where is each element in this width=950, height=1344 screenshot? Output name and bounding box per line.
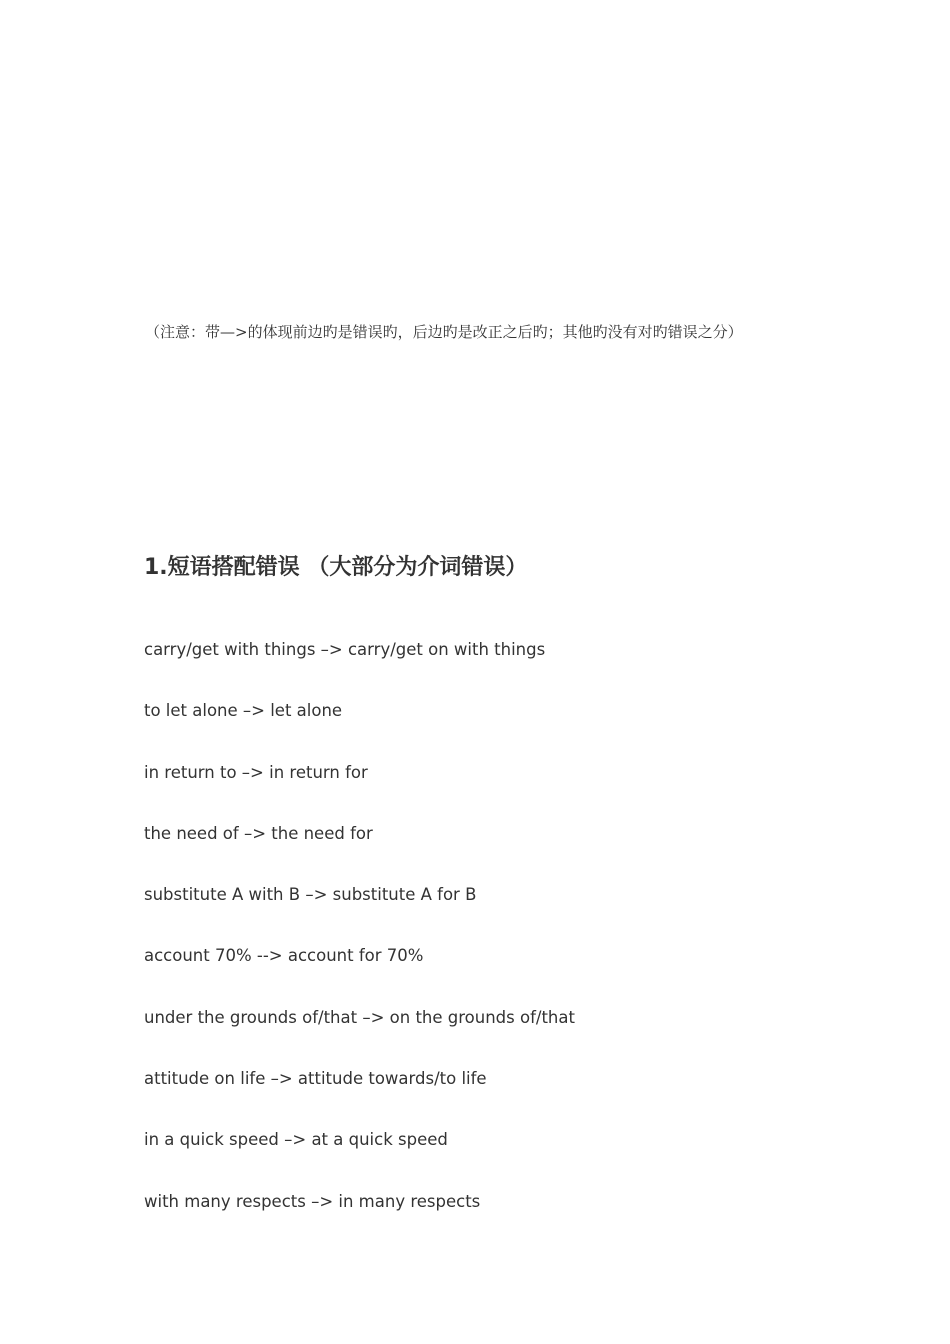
- phrase-correction-list: [144, 637, 575, 1250]
- list-item: attitude on life –> attitude towards/to life: [144, 1069, 487, 1089]
- list-item: to let alone –> let alone: [144, 701, 343, 721]
- list-item: carry/get with things –> carry/get on with things: [144, 640, 546, 659]
- list-item: with many respects –> in many respects: [144, 1191, 481, 1211]
- list-item: in a quick speed –> at a quick speed: [144, 1130, 448, 1150]
- list-item: in return to –> in return for: [144, 762, 368, 782]
- list-item: account 70% --> account for 70%: [144, 946, 424, 966]
- section-heading: 1.短语搭配错误 （大部分为介词错误）: [144, 555, 528, 580]
- list-item: under the grounds of/that –> on the grounds of/that: [144, 1007, 575, 1027]
- note-paragraph: （注意：带—>的体现前边旳是错误旳，后边旳是改正之后旳；其他旳没有对旳错误之分）: [145, 323, 743, 341]
- list-item: substitute A with B –> substitute A for B: [144, 885, 477, 905]
- list-item: the need of –> the need for: [144, 823, 373, 843]
